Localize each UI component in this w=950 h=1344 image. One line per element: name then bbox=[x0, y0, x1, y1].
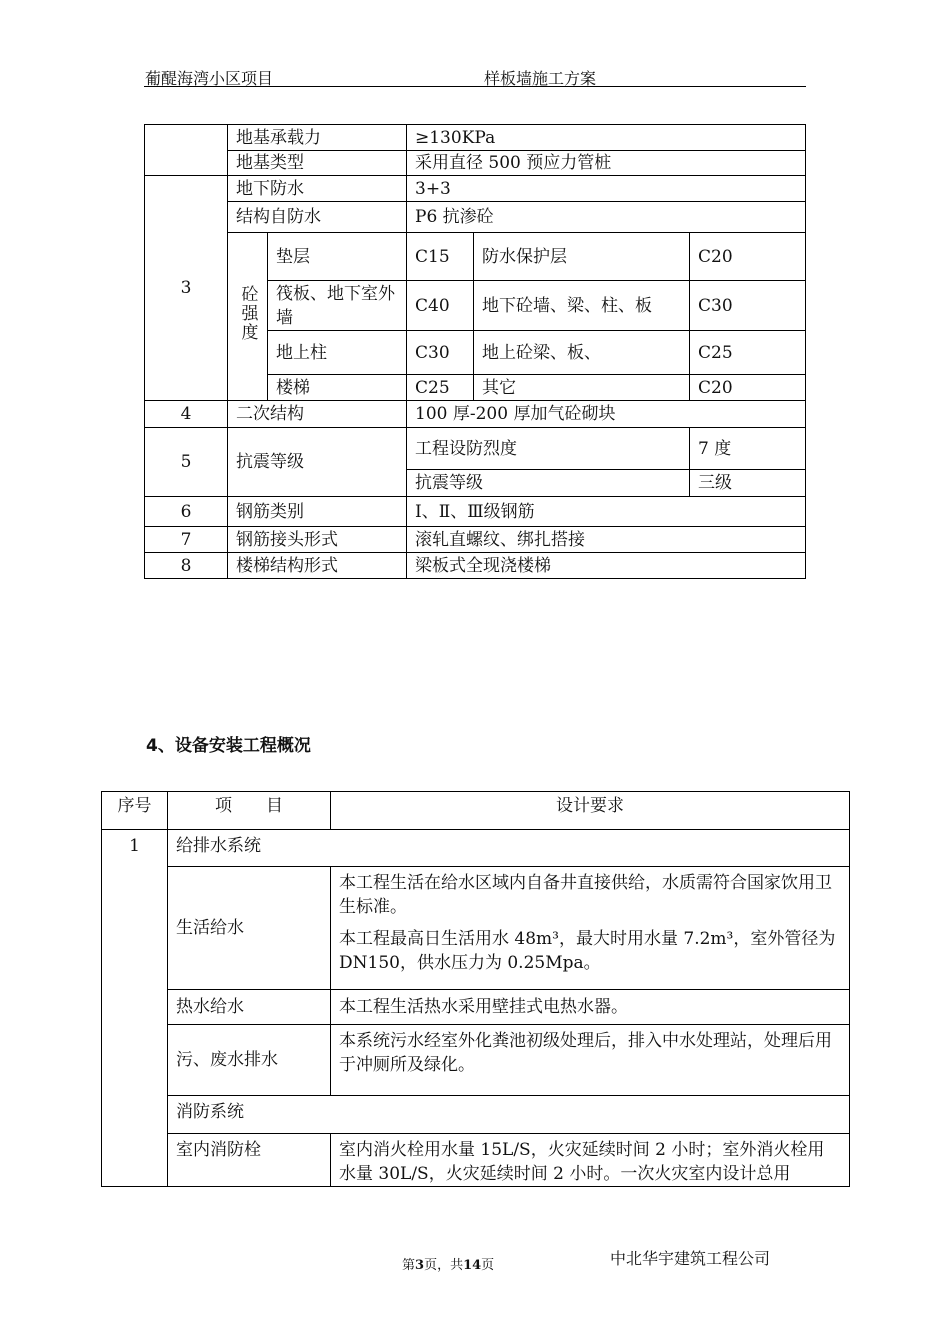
table-cell: 100 厚-200 厚加气砼砌块 bbox=[407, 401, 806, 428]
header-doc-title: 样板墙施工方案 bbox=[484, 69, 597, 88]
table-cell: 楼梯 bbox=[268, 375, 407, 401]
table-row bbox=[102, 1025, 850, 1096]
table-cell: 三级 bbox=[690, 470, 806, 497]
table-cell: C40 bbox=[407, 281, 474, 331]
row-number: 6 bbox=[145, 497, 228, 527]
table-cell: 二次结构 bbox=[228, 401, 407, 428]
table-cell: C30 bbox=[690, 281, 806, 331]
table-row bbox=[102, 1096, 850, 1134]
table-row bbox=[145, 553, 806, 579]
row-number: 4 bbox=[145, 401, 228, 428]
table-cell: 污、废水排水 bbox=[168, 1025, 331, 1096]
table-cell: 地基类型 bbox=[228, 151, 407, 176]
page-prefix: 第 bbox=[402, 1258, 416, 1273]
header-requirement: 设计要求 bbox=[331, 792, 850, 830]
table-cell: 抗震等级 bbox=[407, 470, 690, 497]
row-number: 3 bbox=[145, 176, 228, 401]
table-cell: 其它 bbox=[474, 375, 690, 401]
table-cell: 防水保护层 bbox=[474, 233, 690, 281]
row-number: 8 bbox=[145, 553, 228, 579]
table-cell: C15 bbox=[407, 233, 474, 281]
company-name: 中北华宇建筑工程公司 bbox=[610, 1249, 771, 1268]
table-cell: 生活给水 bbox=[168, 867, 331, 990]
row-number: 5 bbox=[145, 428, 228, 497]
table-cell: P6 抗渗砼 bbox=[407, 202, 806, 233]
concrete-strength-text: 砼强度 bbox=[237, 284, 258, 342]
table-row bbox=[145, 497, 806, 527]
header-rule bbox=[144, 86, 806, 87]
table-cell: C30 bbox=[407, 331, 474, 375]
table-cell: 钢筋类别 bbox=[228, 497, 407, 527]
table-row bbox=[102, 990, 850, 1025]
table-row bbox=[102, 830, 850, 867]
row-number: 1 bbox=[102, 830, 168, 1187]
equipment-table bbox=[101, 791, 850, 1187]
table-cell: C25 bbox=[407, 375, 474, 401]
table-cell: 地上柱 bbox=[268, 331, 407, 375]
table-cell: 地下砼墙、梁、柱、板 bbox=[474, 281, 690, 331]
structure-table bbox=[144, 124, 806, 579]
table-row bbox=[145, 233, 806, 281]
table-cell: ≥130KPa bbox=[407, 125, 806, 151]
table-cell: 工程设防烈度 bbox=[407, 428, 690, 470]
table-cell: 地基承载力 bbox=[228, 125, 407, 151]
table-cell: 钢筋接头形式 bbox=[228, 527, 407, 553]
table-row bbox=[145, 125, 806, 151]
table-row bbox=[102, 1134, 850, 1187]
table-cell: 室内消火栓用水量 15L/S，火灾延续时间 2 小时；室外消火栓用水量 30L/S，火灾延续时间 2 小时。一次火灾室内设计总用 bbox=[331, 1134, 850, 1187]
table-cell: 热水给水 bbox=[168, 990, 331, 1025]
table-cell: 楼梯结构形式 bbox=[228, 553, 407, 579]
table-row bbox=[145, 428, 806, 470]
table-cell: 地上砼梁、板、 bbox=[474, 331, 690, 375]
header-no: 序号 bbox=[102, 792, 168, 830]
concrete-strength-label bbox=[228, 233, 268, 401]
table-cell: C20 bbox=[690, 375, 806, 401]
total-pages: 14 bbox=[463, 1258, 482, 1273]
table-cell: C25 bbox=[690, 331, 806, 375]
table-cell: 3+3 bbox=[407, 176, 806, 202]
table-cell: Ⅰ、Ⅱ、Ⅲ级钢筋 bbox=[407, 497, 806, 527]
table-cell: 梁板式全现浇楼梯 bbox=[407, 553, 806, 579]
requirement-text: 本工程最高日生活用水 48m³，最大时用水量 7.2m³，室外管径为 DN150，供水压力为 0.25Mpa。 bbox=[339, 929, 836, 973]
table-cell: 滚轧直螺纹、绑扎搭接 bbox=[407, 527, 806, 553]
table-cell: 筏板、地下室外墙 bbox=[268, 281, 407, 331]
current-page: 3 bbox=[415, 1258, 425, 1273]
page-number bbox=[402, 1254, 494, 1273]
table-row bbox=[145, 176, 806, 202]
table-cell: 采用直径 500 预应力管桩 bbox=[407, 151, 806, 176]
table-cell: 本工程生活热水采用壁挂式电热水器。 bbox=[331, 990, 850, 1025]
table-cell: 抗震等级 bbox=[228, 428, 407, 497]
system-heading: 给排水系统 bbox=[168, 830, 850, 867]
requirement-text: 本工程生活在给水区域内自备井直接供给，水质需符合国家饮用卫生标准。 bbox=[339, 873, 832, 917]
header-project-name: 葡醍海湾小区项目 bbox=[145, 69, 274, 88]
table-cell: 7 度 bbox=[690, 428, 806, 470]
page-suffix: 页 bbox=[481, 1258, 495, 1273]
table-cell: 结构自防水 bbox=[228, 202, 407, 233]
section-title: 4、设备安装工程概况 bbox=[146, 736, 311, 756]
table-cell: 室内消防栓 bbox=[168, 1134, 331, 1187]
page-mid: 页，共 bbox=[424, 1258, 464, 1273]
row-number: 7 bbox=[145, 527, 228, 553]
table-row bbox=[145, 401, 806, 428]
table-header-row bbox=[102, 792, 850, 830]
table-cell: 地下防水 bbox=[228, 176, 407, 202]
header-item: 项 目 bbox=[168, 792, 331, 830]
table-row bbox=[102, 867, 850, 990]
table-cell: 垫层 bbox=[268, 233, 407, 281]
table-cell bbox=[145, 125, 228, 176]
table-cell: C20 bbox=[690, 233, 806, 281]
table-row bbox=[145, 202, 806, 233]
table-cell bbox=[331, 867, 850, 990]
table-row bbox=[145, 527, 806, 553]
system-heading: 消防系统 bbox=[168, 1096, 850, 1134]
table-cell: 本系统污水经室外化粪池初级处理后，排入中水处理站，处理后用于冲厕所及绿化。 bbox=[331, 1025, 850, 1096]
table-row bbox=[145, 151, 806, 176]
